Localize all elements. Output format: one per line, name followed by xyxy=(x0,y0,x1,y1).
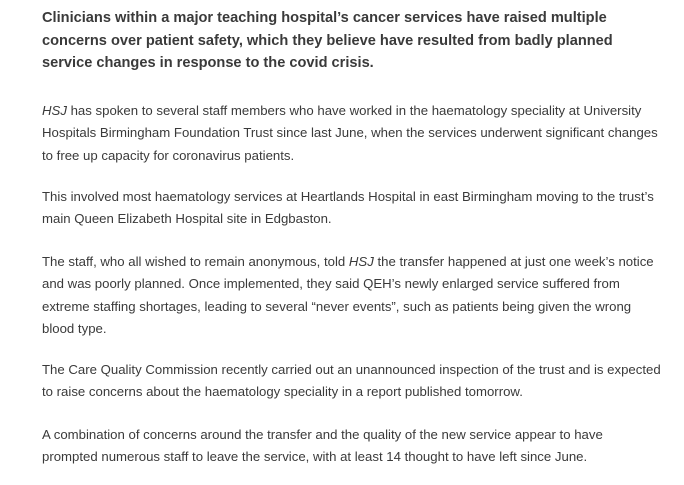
paragraph-1-text: has spoken to several staff members who have worked in the haematology speciality at University Hospitals Birmingham Foundation Trust since last June, when the services underwent significant changes to free up capacity for coronavirus patients. xyxy=(42,103,658,163)
article-paragraph-2: This involved most haematology services at Heartlands Hospital in east Birmingham moving to the trust’s main Queen Elizabeth Hospital site in Edgbaston. xyxy=(42,189,654,227)
article-paragraph-1 xyxy=(42,100,662,167)
article-paragraph-3 xyxy=(42,251,662,340)
paragraph-3-text-end: the transfer happened at just one week’s notice and was poorly planned. Once implemented, they said QEH’s newly enlarged service suffered from extreme staffing shortages, leading to several “never events”, such as patients being given the wrong blood type. xyxy=(42,254,654,336)
article-standfirst: Clinicians within a major teaching hospital’s cancer services have raised multiple concerns over patient safety, which they believe have resulted from badly planned service changes in response to the covid crisis. xyxy=(42,10,613,71)
article-paragraph-4: The Care Quality Commission recently carried out an unannounced inspection of the trust and is expected to raise concerns about the haematology speciality in a report published tomorrow. xyxy=(42,362,661,400)
article-paragraph-5: A combination of concerns around the transfer and the quality of the new service appear to have prompted numerous staff to leave the service, with at least 14 thought to have left since June. xyxy=(42,427,603,465)
paragraph-3-text-start: The staff, who all wished to remain anonymous, told xyxy=(42,254,349,269)
publication-name: HSJ xyxy=(348,254,374,269)
publication-name: HSJ xyxy=(42,103,67,118)
